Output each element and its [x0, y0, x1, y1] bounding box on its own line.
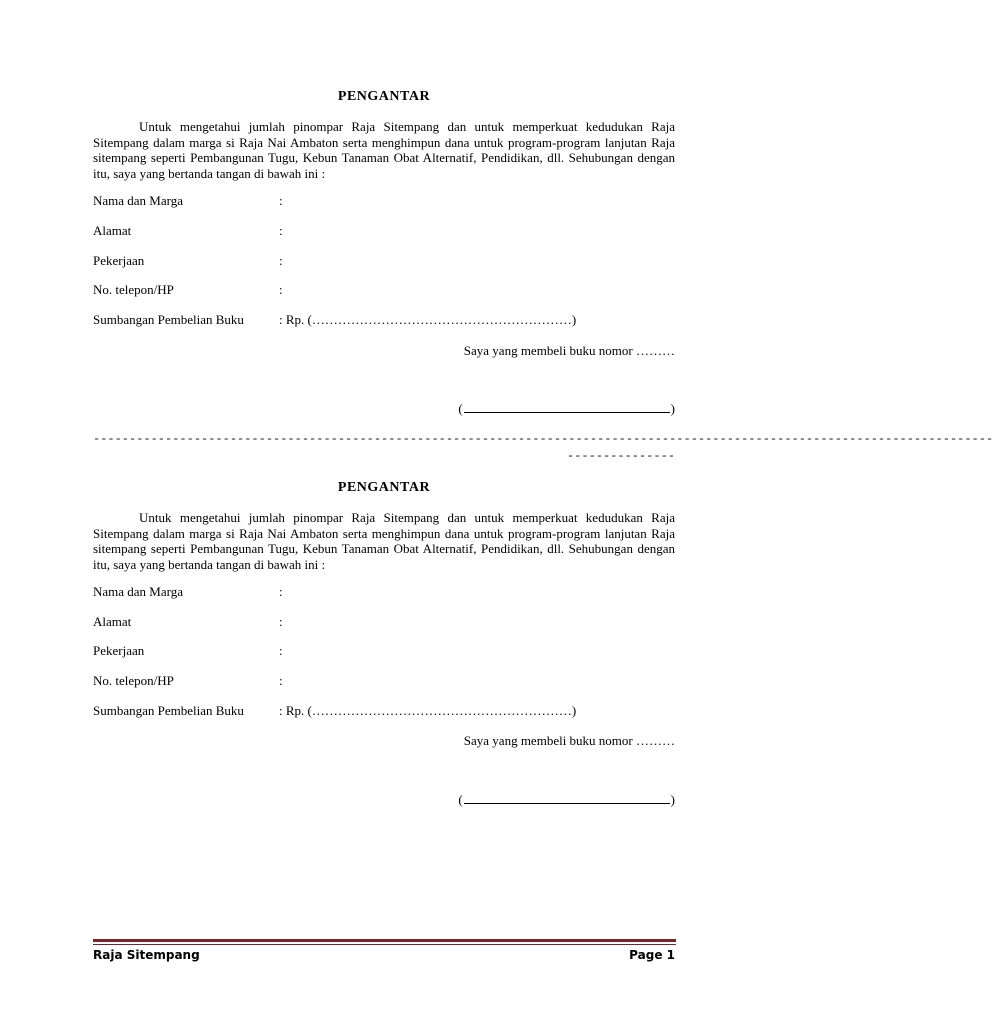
signature-open: (	[458, 401, 463, 416]
field-value: :	[279, 614, 283, 629]
signature-line[interactable]	[458, 400, 675, 417]
signature-blank	[464, 791, 670, 804]
signature-line[interactable]	[458, 791, 675, 808]
field-alamat[interactable]	[93, 614, 675, 630]
page-number: Page 1	[629, 948, 675, 962]
intro-paragraph: Untuk mengetahui jumlah pinompar Raja Sitempang dan untuk memperkuat kedudukan Raja Sitempang dalam marga si Raja Nai Ambaton serta menghimpun dana untuk program-program lanjutan Raja sitempang seperti Pembangunan Tugu, Kebun Tanaman Obat Alternatif, Pendidikan, dll. Sehubungan dengan itu, saya yang bertanda tangan di bawah ini :	[93, 510, 675, 572]
field-label: Nama dan Marga	[93, 193, 184, 208]
field-label: Alamat	[93, 614, 132, 629]
form-title: PENGANTAR	[337, 89, 431, 104]
field-value: : Rp. (……………………………………………………)	[279, 703, 577, 718]
field-label: Pekerjaan	[93, 643, 145, 658]
field-telepon[interactable]	[93, 673, 675, 689]
field-value: :	[279, 193, 283, 208]
form-fields-1	[93, 193, 675, 343]
form-intro-2	[93, 510, 675, 572]
signature-close: )	[670, 401, 675, 416]
cut-line: -----------------------------------------------------------------------------------------------------------------------------	[93, 432, 993, 446]
field-label: Sumbangan Pembelian Buku	[93, 703, 244, 718]
form-title: PENGANTAR	[337, 480, 431, 495]
field-label: Nama dan Marga	[93, 584, 184, 599]
field-label: Sumbangan Pembelian Buku	[93, 312, 244, 327]
buyer-line: Saya yang membeli buku nomor ………	[463, 733, 675, 748]
field-telepon[interactable]	[93, 282, 675, 298]
signature-open: (	[458, 792, 463, 807]
field-label: Alamat	[93, 223, 132, 238]
intro-paragraph: Untuk mengetahui jumlah pinompar Raja Sitempang dan untuk memperkuat kedudukan Raja Sitempang dalam marga si Raja Nai Ambaton serta menghimpun dana untuk program-program lanjutan Raja sitempang seperti Pembangunan Tugu, Kebun Tanaman Obat Alternatif, Pendidikan, dll. Sehubungan dengan itu, saya yang bertanda tangan di bawah ini :	[93, 119, 675, 181]
buyer-line: Saya yang membeli buku nomor ………	[463, 343, 675, 358]
field-label: No. telepon/HP	[93, 282, 174, 297]
form-copy-2	[93, 480, 675, 496]
field-value: : Rp. (……………………………………………………)	[279, 312, 577, 327]
field-value: :	[279, 223, 283, 238]
footer-title: Raja Sitempang	[93, 948, 200, 962]
field-value: :	[279, 584, 283, 599]
field-value: :	[279, 643, 283, 658]
field-sumbangan[interactable]	[93, 312, 675, 328]
field-sumbangan[interactable]	[93, 703, 675, 719]
cut-line-continued: ---------------	[566, 449, 675, 463]
field-pekerjaan[interactable]	[93, 253, 675, 269]
signature-close: )	[670, 792, 675, 807]
field-value: :	[279, 253, 283, 268]
buyer-block-2	[93, 733, 675, 813]
field-value: :	[279, 673, 283, 688]
buyer-block-1	[93, 343, 675, 423]
field-nama-marga[interactable]	[93, 193, 675, 209]
field-label: No. telepon/HP	[93, 673, 174, 688]
form-copy-1	[93, 89, 675, 105]
field-value: :	[279, 282, 283, 297]
field-alamat[interactable]	[93, 223, 675, 239]
footer-rule-thick	[93, 939, 676, 942]
field-nama-marga[interactable]	[93, 584, 675, 600]
form-fields-2	[93, 584, 675, 734]
footer-rule-thin	[93, 944, 676, 945]
field-pekerjaan[interactable]	[93, 643, 675, 659]
signature-blank	[464, 400, 670, 413]
field-label: Pekerjaan	[93, 253, 145, 268]
form-intro-1	[93, 119, 675, 181]
